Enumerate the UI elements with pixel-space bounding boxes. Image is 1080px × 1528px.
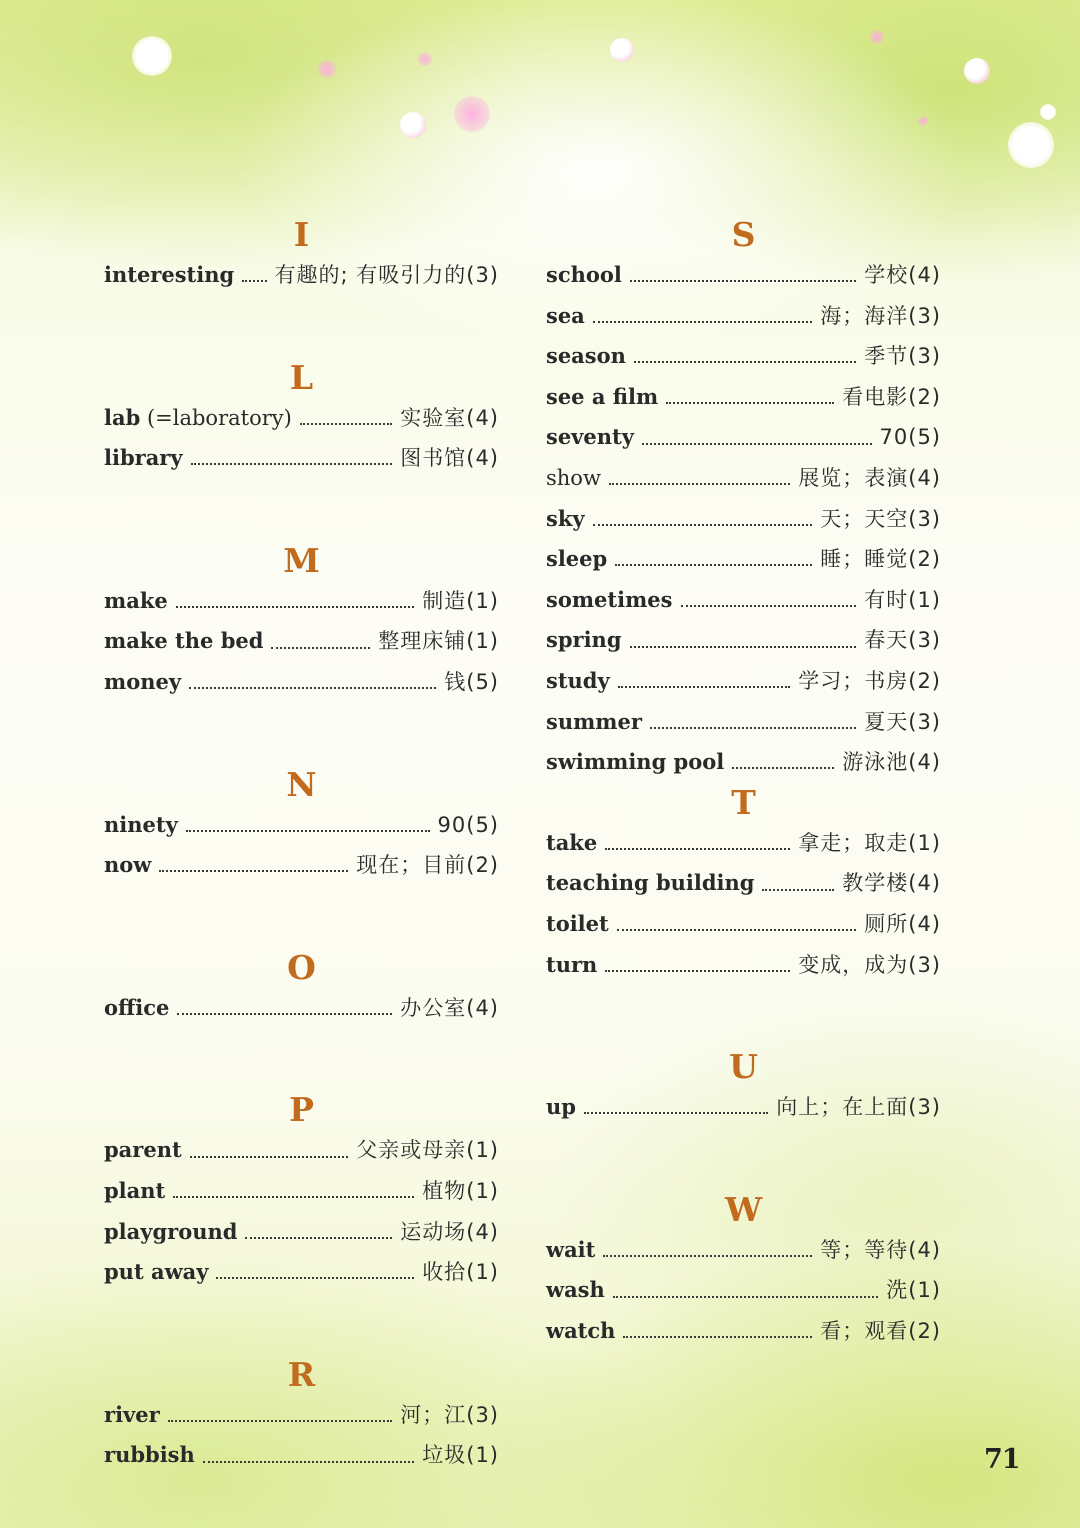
- entry-meaning: 河；江(3): [400, 1402, 499, 1427]
- entry-meaning: 睡；睡觉(2): [820, 547, 941, 572]
- entry-meaning: 拿走；取走(1): [798, 830, 941, 855]
- entry-word: show: [546, 465, 601, 490]
- letter-section: [546, 215, 941, 783]
- entry-word: ninety: [104, 811, 178, 837]
- entry-meaning: 看；观看(2): [820, 1318, 941, 1343]
- entry-word: swimming pool: [546, 749, 725, 775]
- glossary-entry: [104, 621, 499, 662]
- letter-section: [546, 1047, 941, 1128]
- entry-meaning: 有趣的; 有吸引力的(3): [274, 263, 499, 287]
- entry-word: watch: [546, 1317, 616, 1343]
- entry-word: wait: [546, 1236, 596, 1262]
- decorative-bubble: [610, 38, 634, 62]
- entry-word: sometimes: [546, 586, 673, 612]
- section-letter-heading: W: [724, 1189, 763, 1229]
- dot-leader: [666, 402, 834, 404]
- decorative-bubble: [132, 36, 172, 76]
- entry-word: season: [546, 343, 626, 369]
- entry-meaning: 植物(1): [422, 1178, 499, 1203]
- dot-leader: [190, 1156, 349, 1158]
- entry-word: make: [104, 587, 168, 613]
- entry-meaning: 展览；表演(4): [798, 465, 941, 490]
- letter-section: [104, 541, 499, 703]
- entry-meaning: 天；天空(3): [820, 506, 941, 531]
- entry-word: school: [546, 262, 622, 287]
- glossary-entry: [546, 417, 941, 458]
- dot-leader: [593, 321, 812, 323]
- glossary-entry: [104, 438, 499, 479]
- glossary-entry: [104, 1212, 499, 1253]
- entry-meaning: 洗(1): [886, 1278, 941, 1303]
- decorative-bubble: [418, 52, 432, 66]
- entry-word: summer: [546, 708, 642, 734]
- dot-leader: [593, 524, 813, 526]
- dot-leader: [189, 687, 436, 689]
- glossary-entry: [104, 1130, 499, 1171]
- entry-meaning: 学校(4): [864, 263, 941, 287]
- decorative-bubble: [318, 60, 336, 78]
- glossary-entry: [546, 1270, 941, 1311]
- dot-leader: [613, 1296, 878, 1298]
- dot-leader: [630, 280, 856, 282]
- glossary-entry: [546, 539, 941, 580]
- section-letter-heading: S: [731, 215, 756, 254]
- entry-word: spring: [546, 627, 622, 653]
- entry-meaning: 海；海洋(3): [820, 303, 941, 328]
- letter-section: [104, 1090, 499, 1292]
- glossary-entry: [104, 398, 499, 439]
- entry-meaning: 等；等待(4): [820, 1237, 941, 1262]
- dot-leader: [617, 929, 857, 931]
- entry-meaning: 实验室(4): [400, 405, 499, 430]
- glossary-entry: [546, 742, 941, 783]
- entry-word: rubbish: [104, 1442, 195, 1468]
- dot-leader: [216, 1277, 414, 1279]
- entry-note: (=laboratory): [140, 405, 292, 430]
- decorative-bubble: [964, 58, 990, 84]
- entry-meaning: 看电影(2): [842, 384, 941, 409]
- letter-section: [104, 765, 499, 886]
- letter-section: [104, 1355, 499, 1476]
- glossary-entry: [546, 702, 941, 743]
- glossary-entry: [546, 296, 941, 337]
- section-letter-heading: U: [729, 1047, 758, 1087]
- entry-word: parent: [104, 1137, 182, 1163]
- entry-word: sea: [546, 302, 585, 328]
- dot-leader: [605, 848, 790, 850]
- section-letter-heading: M: [283, 540, 320, 580]
- decorative-bubble: [1008, 122, 1054, 168]
- entry-word: make the bed: [104, 628, 264, 654]
- entry-word: lab (=laboratory): [104, 404, 292, 430]
- section-letter-heading: O: [287, 947, 316, 987]
- entry-word: library: [104, 445, 183, 471]
- entry-word: seventy: [546, 424, 634, 450]
- dot-leader: [609, 483, 790, 485]
- decorative-bubble: [1040, 104, 1056, 120]
- glossary-entry: [546, 620, 941, 661]
- glossary-entry: [104, 1435, 499, 1476]
- entry-word: wash: [546, 1277, 605, 1303]
- section-letter-heading: L: [289, 357, 314, 397]
- entry-meaning: 图书馆(4): [400, 446, 499, 471]
- glossary-entry: [546, 823, 941, 864]
- glossary-entry: [546, 863, 941, 904]
- entry-word: now: [104, 852, 152, 878]
- decorative-bubble: [400, 112, 426, 138]
- letter-section: [546, 1190, 941, 1352]
- dot-leader: [271, 647, 370, 649]
- entry-word: toilet: [546, 910, 609, 936]
- entry-word: plant: [104, 1177, 166, 1203]
- decorative-bubble: [454, 96, 490, 132]
- dot-leader: [642, 443, 872, 445]
- entry-meaning: 现在；目前(2): [356, 853, 499, 878]
- dot-leader: [650, 727, 856, 729]
- entry-word: turn: [546, 951, 598, 977]
- glossary-entry: [104, 662, 499, 703]
- glossary-entry: [546, 1087, 941, 1128]
- dot-leader: [634, 361, 856, 363]
- dot-leader: [615, 564, 812, 566]
- entry-meaning: 夏天(3): [864, 709, 941, 734]
- entry-meaning: 有时(1): [864, 587, 941, 612]
- glossary-entry: [546, 458, 941, 499]
- entry-meaning: 季节(3): [864, 344, 941, 369]
- section-letter-heading: P: [289, 1090, 314, 1130]
- dot-leader: [605, 970, 790, 972]
- letter-section: [104, 358, 499, 479]
- entry-meaning: 教学楼(4): [842, 871, 941, 896]
- dot-leader: [623, 1336, 812, 1338]
- entry-meaning: 收拾(1): [422, 1260, 499, 1285]
- entry-meaning: 春天(3): [864, 628, 941, 653]
- section-letter-heading: T: [731, 782, 756, 822]
- entry-meaning: 90(5): [437, 812, 499, 837]
- entry-word: money: [104, 668, 182, 694]
- glossary-entry: [546, 255, 941, 296]
- dot-leader: [245, 1237, 392, 1239]
- entry-meaning: 办公室(4): [400, 995, 499, 1020]
- section-letter-heading: I: [293, 215, 310, 254]
- entry-meaning: 游泳池(4): [842, 750, 941, 775]
- glossary-entry: [546, 336, 941, 377]
- glossary-entry: [104, 255, 499, 296]
- entry-word: see a film: [546, 383, 659, 409]
- glossary-entry: [104, 1395, 499, 1436]
- glossary-entry: [104, 845, 499, 886]
- dot-leader: [630, 646, 857, 648]
- glossary-entry: [546, 499, 941, 540]
- entry-meaning: 学习；书房(2): [798, 668, 941, 693]
- glossary-entry: [546, 377, 941, 418]
- dot-leader: [173, 1196, 414, 1198]
- dot-leader: [176, 606, 415, 608]
- dot-leader: [186, 830, 430, 832]
- dot-leader: [242, 280, 266, 282]
- glossary-entry: [546, 580, 941, 621]
- glossary-entry: [104, 1171, 499, 1212]
- entry-meaning: 垃圾(1): [422, 1443, 499, 1468]
- dot-leader: [584, 1112, 768, 1114]
- entry-word: teaching building: [546, 870, 755, 896]
- entry-meaning: 父亲或母亲(1): [356, 1138, 499, 1163]
- entry-word: playground: [104, 1218, 238, 1244]
- glossary-entry: [546, 904, 941, 945]
- dot-leader: [300, 423, 392, 425]
- entry-meaning: 整理床铺(1): [378, 629, 499, 654]
- letter-section: [546, 783, 941, 985]
- dot-leader: [618, 686, 791, 688]
- entry-word: sleep: [546, 546, 608, 572]
- dot-leader: [191, 463, 393, 465]
- entry-meaning: 制造(1): [422, 588, 499, 613]
- entry-meaning: 厕所(4): [864, 911, 941, 936]
- entry-word: put away: [104, 1259, 209, 1285]
- entry-meaning: 运动场(4): [400, 1219, 499, 1244]
- page-number: 71: [984, 1444, 1020, 1475]
- entry-word: office: [104, 994, 170, 1020]
- glossary-right-column: [546, 215, 941, 1351]
- glossary-entry: [546, 661, 941, 702]
- dot-leader: [762, 889, 834, 891]
- dot-leader: [681, 605, 857, 607]
- entry-word: river: [104, 1401, 160, 1427]
- glossary-entry: [546, 945, 941, 986]
- dot-leader: [603, 1255, 812, 1257]
- letter-section: [104, 948, 499, 1029]
- glossary-entry: [104, 581, 499, 622]
- entry-word: study: [546, 667, 610, 693]
- entry-word: interesting: [104, 262, 235, 287]
- entry-meaning: 变成，成为(3): [798, 952, 941, 977]
- dot-leader: [177, 1013, 392, 1015]
- glossary-entry: [546, 1230, 941, 1271]
- entry-word: take: [546, 829, 598, 855]
- entry-meaning: 70(5): [879, 425, 941, 450]
- dot-leader: [159, 870, 348, 872]
- glossary-entry: [104, 805, 499, 846]
- entry-word: up: [546, 1094, 576, 1120]
- section-letter-heading: N: [286, 764, 317, 804]
- letter-section: [104, 215, 499, 296]
- dot-leader: [203, 1461, 414, 1463]
- glossary-left-column: [104, 215, 499, 1476]
- dot-leader: [168, 1420, 393, 1422]
- entry-meaning: 向上；在上面(3): [776, 1095, 941, 1120]
- glossary-entry: [104, 988, 499, 1029]
- entry-word: sky: [546, 505, 585, 531]
- entry-meaning: 钱(5): [444, 669, 499, 694]
- decorative-bubble: [870, 30, 884, 44]
- glossary-entry: [104, 1252, 499, 1293]
- dot-leader: [732, 767, 834, 769]
- section-letter-heading: R: [287, 1354, 316, 1394]
- decorative-bubble: [918, 116, 928, 126]
- glossary-entry: [546, 1311, 941, 1352]
